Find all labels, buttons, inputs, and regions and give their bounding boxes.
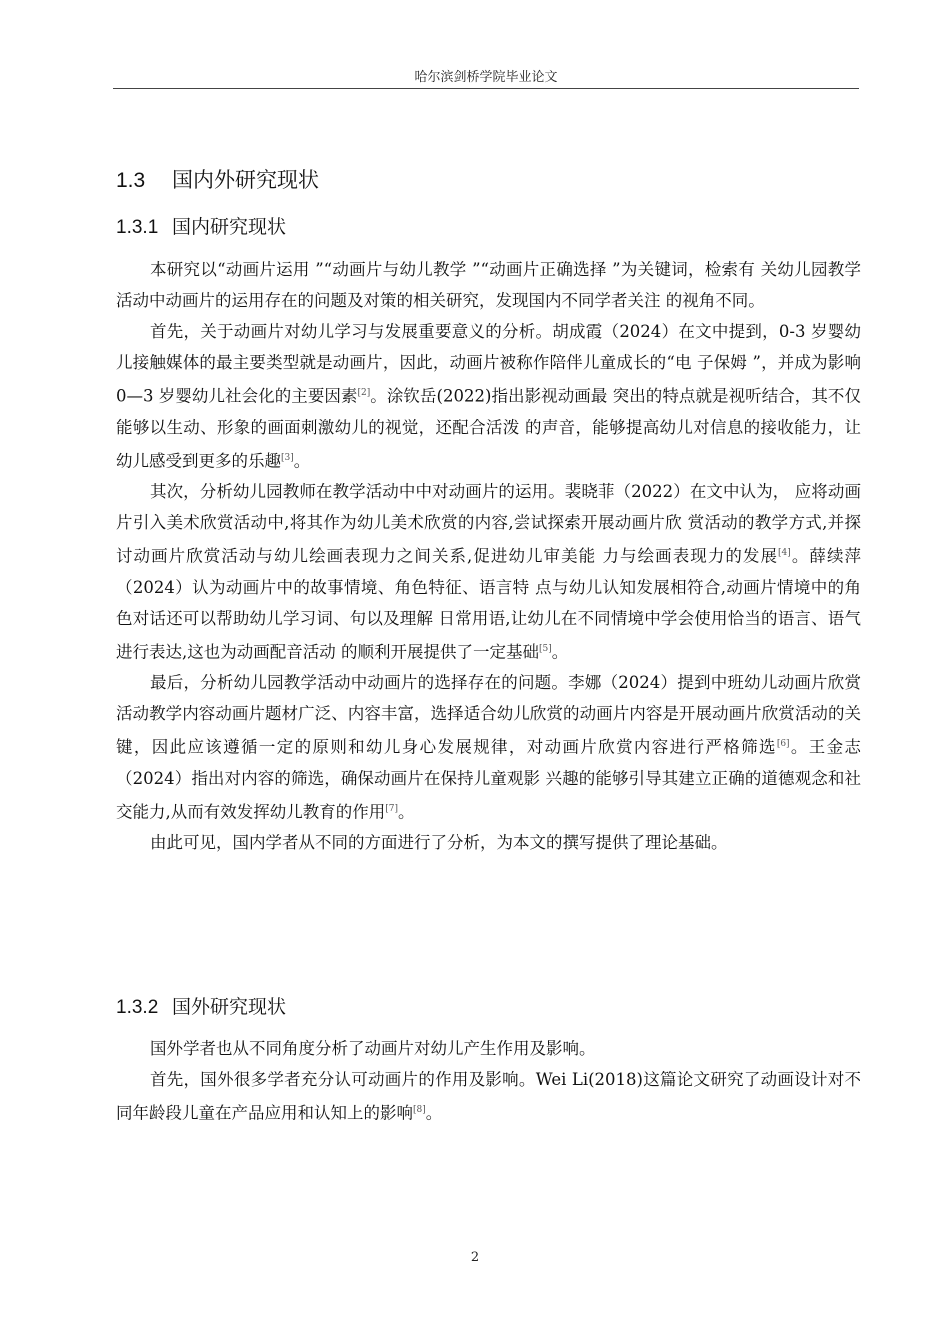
page-number: 2 xyxy=(470,1250,480,1265)
domestic-research-body xyxy=(116,254,861,858)
subsection-heading-domestic xyxy=(116,212,286,239)
citation-marker: [3] xyxy=(281,452,294,463)
section-title: 国内外研究现状 xyxy=(172,168,319,192)
subsection-heading-foreign xyxy=(116,992,286,1019)
subsection-number: 1.3.1 xyxy=(116,217,159,238)
header-divider xyxy=(113,88,859,89)
paragraph: 首先，国外很多学者充分认可动画片的作用及影响。Wei Li(2018)这篇论文研究了动画设计对不同年龄段儿童在产品应用和认知上的影响[8]。 xyxy=(116,1070,861,1123)
subsection-title: 国内研究现状 xyxy=(172,216,287,238)
section-heading xyxy=(116,164,319,194)
paragraph: 国外学者也从不同角度分析了动画片对幼儿产生作用及影响。 xyxy=(150,1039,596,1058)
paragraph: 首先，关于动画片对幼儿学习与发展重要意义的分析。胡成霞（2024）在文中提到，0-3 岁婴幼儿接触媒体的最主要类型就是动画片，因此，动画片被称作陪伴儿童成长的“电 子保姆 ”，并成为影响 0—3 岁婴幼儿社会化的主要因素[2]。涂钦岳(2022)指出影视动画最 突出的特点就是视听结合，其不仅能够以生动、形象的画面刺激幼儿的视觉，还配合活泼 的声音，能够提高幼儿对信息的接收能力，让幼儿感受到更多的乐趣[3]。 xyxy=(116,322,861,470)
paragraph: 最后，分析幼儿园教学活动中动画片的选择存在的问题。李娜（2024）提到中班幼儿动画片欣赏活动教学内容动画片题材广泛、内容丰富，选择适合幼儿欣赏的动画片内容是开展动画片欣赏活动的关键，因此应该遵循一定的原则和幼儿身心发展规律，对动画片欣赏内容进行严格筛选[6]。王金志（2024）指出对内容的筛选，确保动画片在保持儿童观影 兴趣的能够引导其建立正确的道德观念和社交能力,从而有效发挥幼儿教育的作用[7]。 xyxy=(116,673,862,821)
citation-marker: [8] xyxy=(413,1105,426,1115)
citation-marker: [5] xyxy=(539,643,552,654)
paragraph: 由此可见，国内学者从不同的方面进行了分析，为本文的撰写提供了理论基础。 xyxy=(150,833,728,852)
subsection-number: 1.3.2 xyxy=(116,997,159,1018)
citation-marker: [6] xyxy=(776,739,790,749)
citation-marker: [2] xyxy=(357,388,371,398)
foreign-research-body xyxy=(116,1033,861,1129)
running-header: 哈尔滨剑桥学院毕业论文 xyxy=(414,70,558,85)
citation-marker: [4] xyxy=(778,548,791,558)
section-number: 1.3 xyxy=(116,169,146,192)
paragraph: 其次，分析幼儿园教师在教学活动中中对动画片的运用。裴晓菲（2022）在文中认为， 应将动画片引入美术欣赏活动中,将其作为幼儿美术欣赏的内容,尝试探索开展动画片欣 赏活动的教学方式,并探讨动画片欣赏活动与幼儿绘画表现力之间关系,促进幼儿审美能 力与绘画表现力的发展[4]。薛续萍（2024）认为动画片中的故事情境、角色特征、语言特 点与幼儿认知发展相符合,动画片情境中的角色对话还可以帮助幼儿学习词、句以及理解 日常用语,让幼儿在不同情境中学会使用恰当的语言、语气进行表达,这也为动画配音活动 的顺利开展提供了一定基础[5]。 xyxy=(116,482,861,661)
citation-marker: [7] xyxy=(385,803,398,814)
paragraph: 本研究以“动画片运用 ”“动画片与幼儿教学 ”“动画片正确选择 ”为关键词，检索有 关幼儿园教学活动中动画片的运用存在的问题及对策的相关研究，发现国内不同学者关注 的视角不同。 xyxy=(116,260,861,310)
subsection-title: 国外研究现状 xyxy=(172,996,287,1018)
